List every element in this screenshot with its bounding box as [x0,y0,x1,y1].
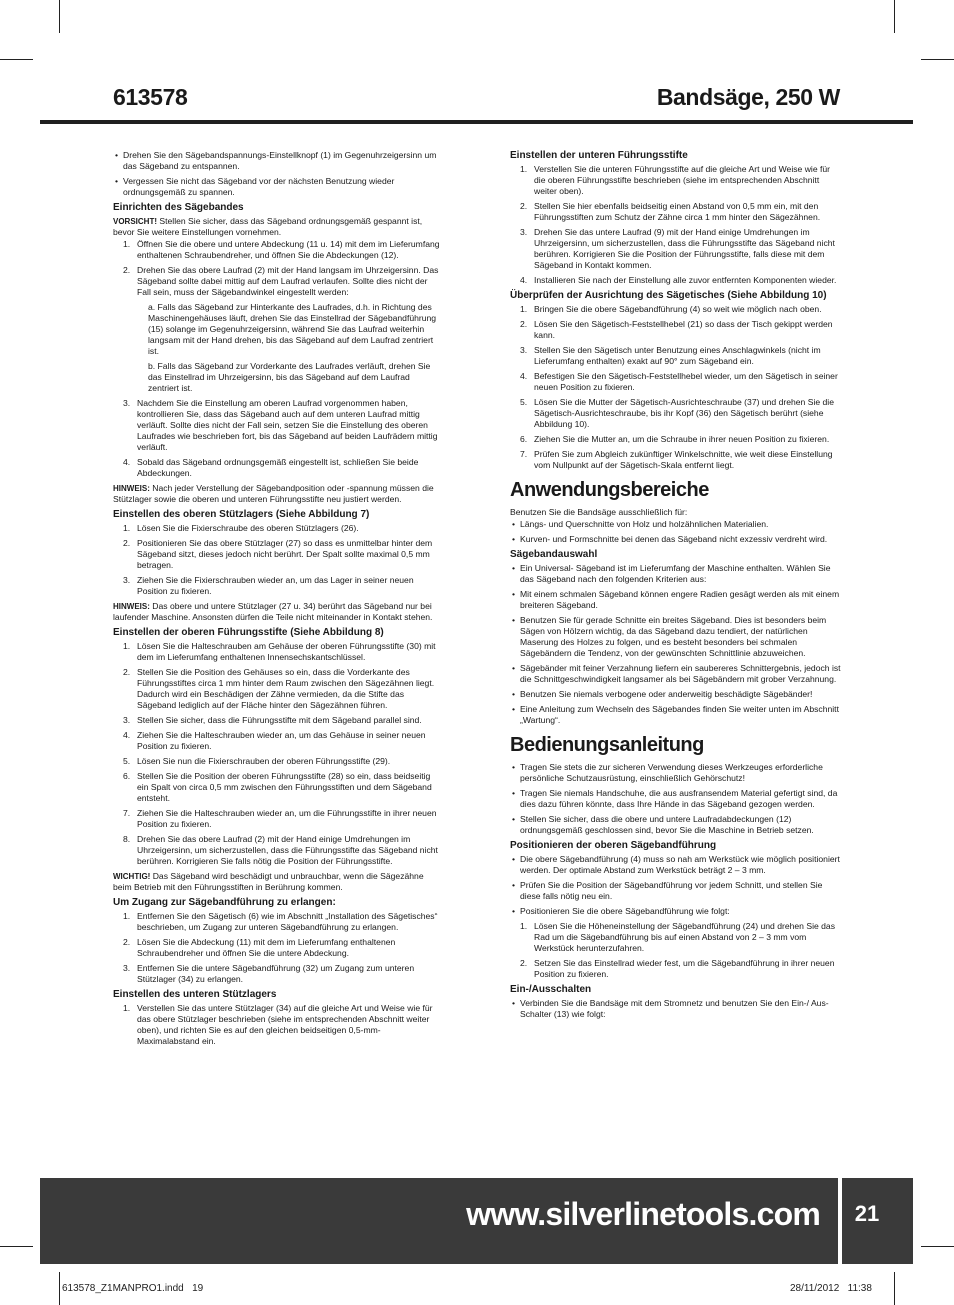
crop-mark [0,59,33,60]
numbered-step: 2. Lösen Sie die Abdeckung (11) mit dem im Lieferumfang enthaltenen Schraubendreher und öffnen Sie die untere Abdeckung. [123,937,396,958]
numbered-step: 1. Öffnen Sie die obere und untere Abdeckung (11 u. 14) mit dem im Lieferumfang enthaltenen Schraubendreher, und öffnen Sie die Abdeckungen (12). [123,239,440,260]
bullet-item: • Benutzen Sie für gerade Schnitte ein breites Sägeband. Dies ist besonders beim Sägen von Hölzern wichtig, da das Sägeband dazu tendiert, der natürlichen Maserung des Holzes zu folgen, und es besteht besonders bei schmalen Sägebändern die Tendenz, von der gewünschten Schnittlinie abzuweichen. [512,615,827,658]
section-heading: Einstellen des oberen Stützlagers (Siehe Abbildung 7) [113,509,370,520]
page-number: 21 [854,1201,880,1226]
crop-mark [59,0,60,33]
numbered-step: 4. Befestigen Sie den Sägetisch-Feststellhebel wieder, um den Sägetisch in seiner neuen Position zu fixieren. [520,371,838,392]
lettered-step: a. Falls das Sägeband zur Hinterkante des Laufrades, d.h. in Richtung des Maschinengehäuses läuft, drehen Sie das Einstellrad der Sägebandführung (15) solange im Gegenuhrzeigersinn, während Sie das Laufrad weiterhin langsam mit der Hand drehen, bis das Sägeband auf dem Laufrad zentriert ist. [148,302,437,356]
bullet-item: • Längs- und Querschnitte von Holz und holzähnlichen Materialien. [512,519,769,529]
numbered-step: 2. Stellen Sie die Position des Gehäuses so ein, dass die Vorderkante des Führungsstiftes circa 1 mm hinter dem Raum zwischen den Sägezähnen liegt. Dadurch wird ein Beschädigen der Zähne vermieden, da die Stifte das Sägeband lediglich auf der Fläche hinter den Sägezähnen führen. [123,667,435,710]
section-heading: Einstellen der oberen Führungsstifte (Siehe Abbildung 8) [113,627,384,638]
bullet-item: • Mit einem schmalen Sägeband können engere Radien gesägt werden als mit einem breiteren Sägeband. [512,589,840,610]
bullet-item: • Drehen Sie den Sägebandspannungs-Einstellknopf (1) im Gegenuhrzeigersinn um das Sägeband zu entspannen. [115,150,437,171]
slug-date: 28/11/2012 11:38 [790,1283,872,1294]
numbered-step: 2. Drehen Sie das obere Laufrad (2) mit der Hand langsam im Uhrzeigersinn. Das Sägeband sollte dabei mittig auf dem Laufrad verlaufen. Sollte dies nicht der Fall sein, muss der Sägebandwinkel eingestellt werden: [123,265,439,297]
bullet-item: • Die obere Sägebandführung (4) muss so nah am Werkstück wie möglich positioniert werden. Der optimale Abstand zum Werkstück beträgt 2 – 3 mm. [512,854,840,875]
numbered-step: 8. Drehen Sie das obere Laufrad (2) mit der Hand einige Umdrehungen im Uhrzeigersinn, um sicherzustellen, dass die Führungsstifte das Sägeband nicht berühren. Korrigieren Sie falls nötig die Position der Führungsstifte. [123,834,438,866]
crop-mark [0,1246,33,1247]
numbered-step: 1. Verstellen Sie die unteren Führungsstifte auf die gleiche Art und Weise wie für die oberen Führungsstifte beschrieben (siehe im entsprechenden Abschnitt weiter oben). [520,164,831,196]
product-number: 613578 [113,84,188,110]
section-heading: Einstellen des unteren Stützlagers [113,989,277,1000]
numbered-step: 7. Prüfen Sie zum Abgleich zukünftiger Winkelschnitte, wie weit diese Einstellung vom Nullpunkt auf der Sägetisch-Skala entfernt liegt. [520,449,833,470]
section-heading: Sägebandauswahl [510,549,598,560]
bullet-item: • Prüfen Sie die Position der Sägebandführung vor jedem Schnitt, und stellen Sie diese falls nötig neu ein. [512,880,823,901]
bullet-item: • Eine Anleitung zum Wechseln des Sägebandes finden Sie weiter unten im Abschnitt „Wartung“. [512,704,839,725]
bullet-item: • Stellen Sie sicher, dass die obere und untere Laufradabdeckungen (12) ordnungsgemäß geschlossen sind, bevor Sie die Maschine in Betrieb setzen. [512,814,814,835]
bullet-item: • Tragen Sie stets die zur sicheren Verwendung dieses Werkzeuges erforderliche persönliche Schutzausrüstung, einschließlich Gehörschutz! [512,762,823,783]
chapter-heading: Anwendungsbereiche [510,479,709,501]
crop-mark [921,59,954,60]
numbered-step: 3. Nachdem Sie die Einstellung am oberen Laufrad vorgenommen haben, kontrollieren Sie, dass das Sägeband auch auf dem unteren Laufrad mittig verläuft. Sollte dies nicht der Fall sein, setzen Sie die Einstellung des oberen Laufrades wie beschrieben fort, bis das Sägeband auf beiden Laufrädern mittig verläuft. [123,398,438,452]
numbered-step: 4. Ziehen Sie die Halteschrauben wieder an, um das Gehäuse in seiner neuen Position zu fixieren. [123,730,426,751]
numbered-step: 7. Ziehen Sie die Halteschrauben wieder an, um die Führungsstifte in ihrer neuen Position zu fixieren. [123,808,437,829]
numbered-step: 2. Setzen Sie das Einstellrad wieder fest, um die Sägebandführung in ihrer neuen Position zu fixieren. [520,958,835,979]
numbered-step: 2. Stellen Sie hier ebenfalls beidseitig einen Abstand von 0,5 mm ein, mit den Führungsstiften zum Schutz der Zähne circa 1 mm hinter den Sägezähnen. [520,201,821,222]
numbered-step: 1. Verstellen Sie das untere Stützlager (34) auf die gleiche Art und Weise wie für das obere Stützlager beschrieben (siehe im entsprechenden Abschnitt weiter oben), und richten Sie es auf den gleichen beidseitigen 0,5-mm-Maximalabstand ein. [123,1003,433,1046]
numbered-step: 1. Lösen Sie die Fixierschraube des oberen Stützlagers (26). [123,523,359,533]
chapter-heading: Bedienungsanleitung [510,734,704,756]
right-column [510,150,843,1024]
numbered-step: 4. Sobald das Sägeband ordnungsgemäß eingestellt ist, schließen Sie beide Abdeckungen. [123,457,419,478]
bullet-item: • Vergessen Sie nicht das Sägeband vor der nächsten Benutzung wieder ordnungsgemäß zu spannen. [115,176,395,197]
warning-paragraph: WICHTIG! Das Sägeband wird beschädigt und unbrauchbar, wenn die Sägezähne beim Betrieb mit den Führungsstiften in Berührung kommen. [113,871,424,892]
slug-filename: 613578_Z1MANPRO1.indd 19 [62,1283,204,1294]
numbered-step: 3. Stellen Sie den Sägetisch unter Benutzung eines Anschlagwinkels (nicht im Lieferumfang enthalten) exakt auf 90° zum Sägeband ein. [520,345,821,366]
numbered-step: 3. Entfernen Sie die untere Sägebandführung (32) um Zugang zum unteren Stützlager (34) zu erlangen. [123,963,415,984]
crop-mark [59,1272,60,1305]
bullet-item: • Verbinden Sie die Bandsäge mit dem Stromnetz und benutzen Sie den Ein-/ Aus-Schalter (13) wie folgt: [512,998,829,1019]
section-heading: Einrichten des Sägebandes [113,202,244,213]
left-column [113,150,443,1051]
numbered-step: 2. Lösen Sie den Sägetisch-Feststellhebel (21) so dass der Tisch gekippt werden kann. [520,319,833,340]
numbered-step: 6. Stellen Sie die Position der oberen Führungsstifte (28) so ein, dass beidseitig ein Spalt von circa 0,5 mm zwischen den Führungsstiften und dem Sägeband entsteht. [123,771,432,803]
note-paragraph: HINWEIS: Das obere und untere Stützlager (27 u. 34) berührt das Sägeband nur bei laufender Maschine. Ansonsten dürfen die Teile nicht miteinander in Kontakt stehen. [113,601,433,622]
note-paragraph: HINWEIS: Nach jeder Verstellung der Sägebandposition oder -spannung müssen die Stützlager sowie die oberen und unteren Führungsstifte neu justiert werden. [113,483,434,504]
bullet-item: • Tragen Sie niemals Handschuhe, die aus ausfransendem Material gefertigt sind, da dies dazu führen könnte, dass Ihre Hände in das Sägeband gezogen werden. [512,788,838,809]
numbered-step: 5. Lösen Sie nun die Fixierschrauben der oberen Führungsstifte (29). [123,756,391,766]
section-heading: Um Zugang zur Sägebandführung zu erlangen: [113,897,336,908]
section-heading: Ein-/Ausschalten [510,984,592,995]
crop-mark [921,1246,954,1247]
page-title: Bandsäge, 250 W [656,84,840,110]
numbered-step: 2. Positionieren Sie das obere Stützlager (27) so dass es unmittelbar hinter dem Sägeband sitzt, dieses jedoch nicht berührt. Der Spalt sollte maximal 0,5 mm betragen. [123,538,433,570]
page-header [113,84,840,118]
numbered-step: 1. Lösen Sie die Halteschrauben am Gehäuse der oberen Führungsstifte (30) mit dem im Lieferumfang enthaltenen Innensechskantschlüssel. [123,641,436,662]
warning-paragraph: VORSICHT! Stellen Sie sicher, dass das Sägeband ordnungsgemäß gespannt ist, bevor Sie weitere Einstellungen vornehmen. [113,216,423,237]
numbered-step: 5. Lösen Sie die Mutter der Sägetisch-Ausrichteschraube (37) und drehen Sie die Sägetisch-Ausrichteschraube, bis ihr Kopf (36) den Sägetisch berührt (siehe Abbildung 10). [520,397,835,429]
section-heading: Überprüfen der Ausrichtung des Sägetisches (Siehe Abbildung 10) [510,290,827,301]
numbered-step: 3. Drehen Sie das untere Laufrad (9) mit der Hand einige Umdrehungen im Uhrzeigersinn, um sicherzustellen, dass die Führungsstifte das Sägeband nicht berühren. Korrigieren Sie die Position der Führungsstifte, falls diese mit dem Sägeband in Kontakt kommen. [520,227,835,270]
lettered-step: b. Falls das Sägeband zur Vorderkante des Laufrades verläuft, drehen Sie das Einstellrad im Uhrzeigersinn, bis das Sägeband auf dem Laufrad zentriert ist. [148,361,431,393]
numbered-step: 4. Installieren Sie nach der Einstellung alle zuvor entfernten Komponenten wieder. [520,275,837,285]
crop-mark [894,1272,895,1305]
bullet-item: • Positionieren Sie die obere Sägebandführung wie folgt: [512,906,730,916]
numbered-step: 1. Entfernen Sie den Sägetisch (6) wie im Abschnitt „Installation des Sägetisches“ beschrieben, um Zugang zur unteren Sägebandführung zu erlangen. [123,911,438,932]
numbered-step: 6. Ziehen Sie die Mutter an, um die Schraube in ihrer neuen Position zu fixieren. [520,434,830,444]
header-rule [40,120,913,124]
numbered-step: 1. Lösen Sie die Höheneinstellung der Sägebandführung (24) und drehen Sie das Rad um die Sägebandführung bis auf einen Abstand von 2 – 3 mm vom Werkstück herunterzufahren. [520,921,836,953]
section-heading: Positionieren der oberen Sägebandführung [510,840,717,851]
section-heading: Einstellen der unteren Führungsstifte [510,150,688,161]
website-url[interactable]: www.silverlinetools.com [466,1196,820,1232]
numbered-step: 3. Stellen Sie sicher, dass die Führungsstifte mit dem Sägeband parallel sind. [123,715,422,725]
bullet-item: • Kurven- und Formschnitte bei denen das Sägeband nicht exzessiv verdreht wird. [512,534,828,544]
bullet-item: • Benutzen Sie niemals verbogene oder anderweitig beschädigte Sägebänder! [512,689,813,699]
bullet-item: • Sägebänder mit feiner Verzahnung liefern ein saubereres Schnittergebnis, jedoch ist die Schnittgeschwindigkeit langsamer als bei Sägebändern mit grober Verzahnung. [512,663,841,684]
bullet-item: • Ein Universal- Sägeband ist im Lieferumfang der Maschine enthalten. Wählen Sie das Sägeband nach den folgenden Kriterien aus: [512,563,831,584]
numbered-step: 1. Bringen Sie die obere Sägebandführung (4) so weit wie möglich nach oben. [520,304,822,314]
intro-paragraph: Benutzen Sie die Bandsäge ausschließlich für: [510,507,688,517]
crop-mark [894,0,895,33]
numbered-step: 3. Ziehen Sie die Fixierschrauben wieder an, um das Lager in seiner neuen Position zu fixieren. [123,575,414,596]
